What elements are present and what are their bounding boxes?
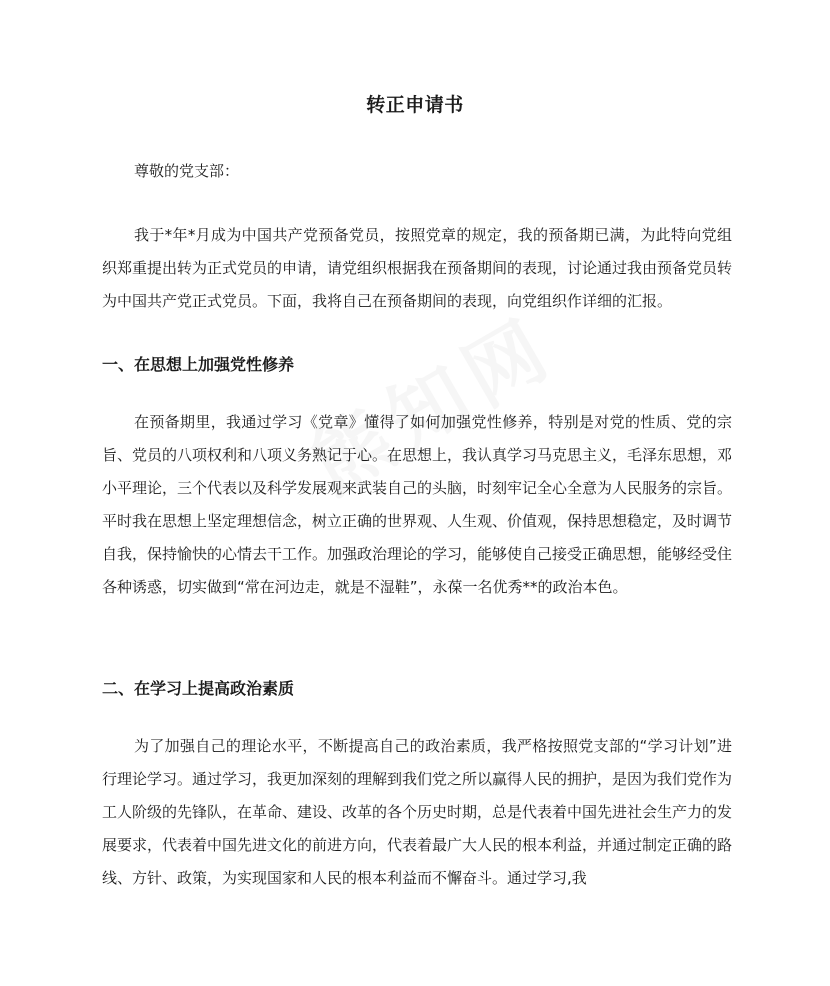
intro-paragraph: 我于*年*月成为中国共产党预备党员，按照党章的规定，我的预备期已满，为此特向党组织郑重提出转为正式党员的申请，请党组织根据我在预备期间的表现，讨论通过我由预备党员转为中国共产党正式党员。下面，我将自己在预备期间的表现，向党组织作详细的汇报。 [102, 226, 733, 310]
salutation: 尊敬的党支部： [134, 162, 240, 180]
section-body-1: 在预备期里，我通过学习《党章》懂得了如何加强党性修养，特别是对党的性质、党的宗旨、党员的八项权利和八项义务熟记于心。在思想上，我认真学习马克思主义，毛泽东思想，邓小平理论，三个代表以及科学发展观来武装自己的头脑，时刻牢记全心全意为人民服务的宗旨。平时我在思想上坚定理想信念，树立正确的世界观、人生观、价值观，保持思想稳定，及时调节自我，保持愉快的心情去干工作。加强政治理论的学习，能够使自己接受正确思想，能够经受住各种诱惑，切实做到“常在河边走，就是不湿鞋”，永葆一名优秀**的政治本色。 [102, 413, 733, 596]
section-heading-1: 一、在思想上加强党性修养 [102, 355, 295, 374]
document-title: 转正申请书 [366, 94, 464, 116]
section-body-2: 为了加强自己的理论水平，不断提高自己的政治素质，我严格按照党支部的“学习计划”进行理论学习。通过学习，我更加深刻的理解到我们党之所以赢得人民的拥护，是因为我们党作为工人阶级的先锋队，在革命、建设、改革的各个历史时期，总是代表着中国先进社会生产力的发展要求，代表着中国先进文化的前进方向，代表着最广大人民的根本利益，并通过制定正确的路线、方针、政策，为实现国家和人民的根本利益而不懈奋斗。通过学习,我 [102, 737, 733, 887]
section-heading-2: 二、在学习上提高政治素质 [102, 679, 295, 698]
